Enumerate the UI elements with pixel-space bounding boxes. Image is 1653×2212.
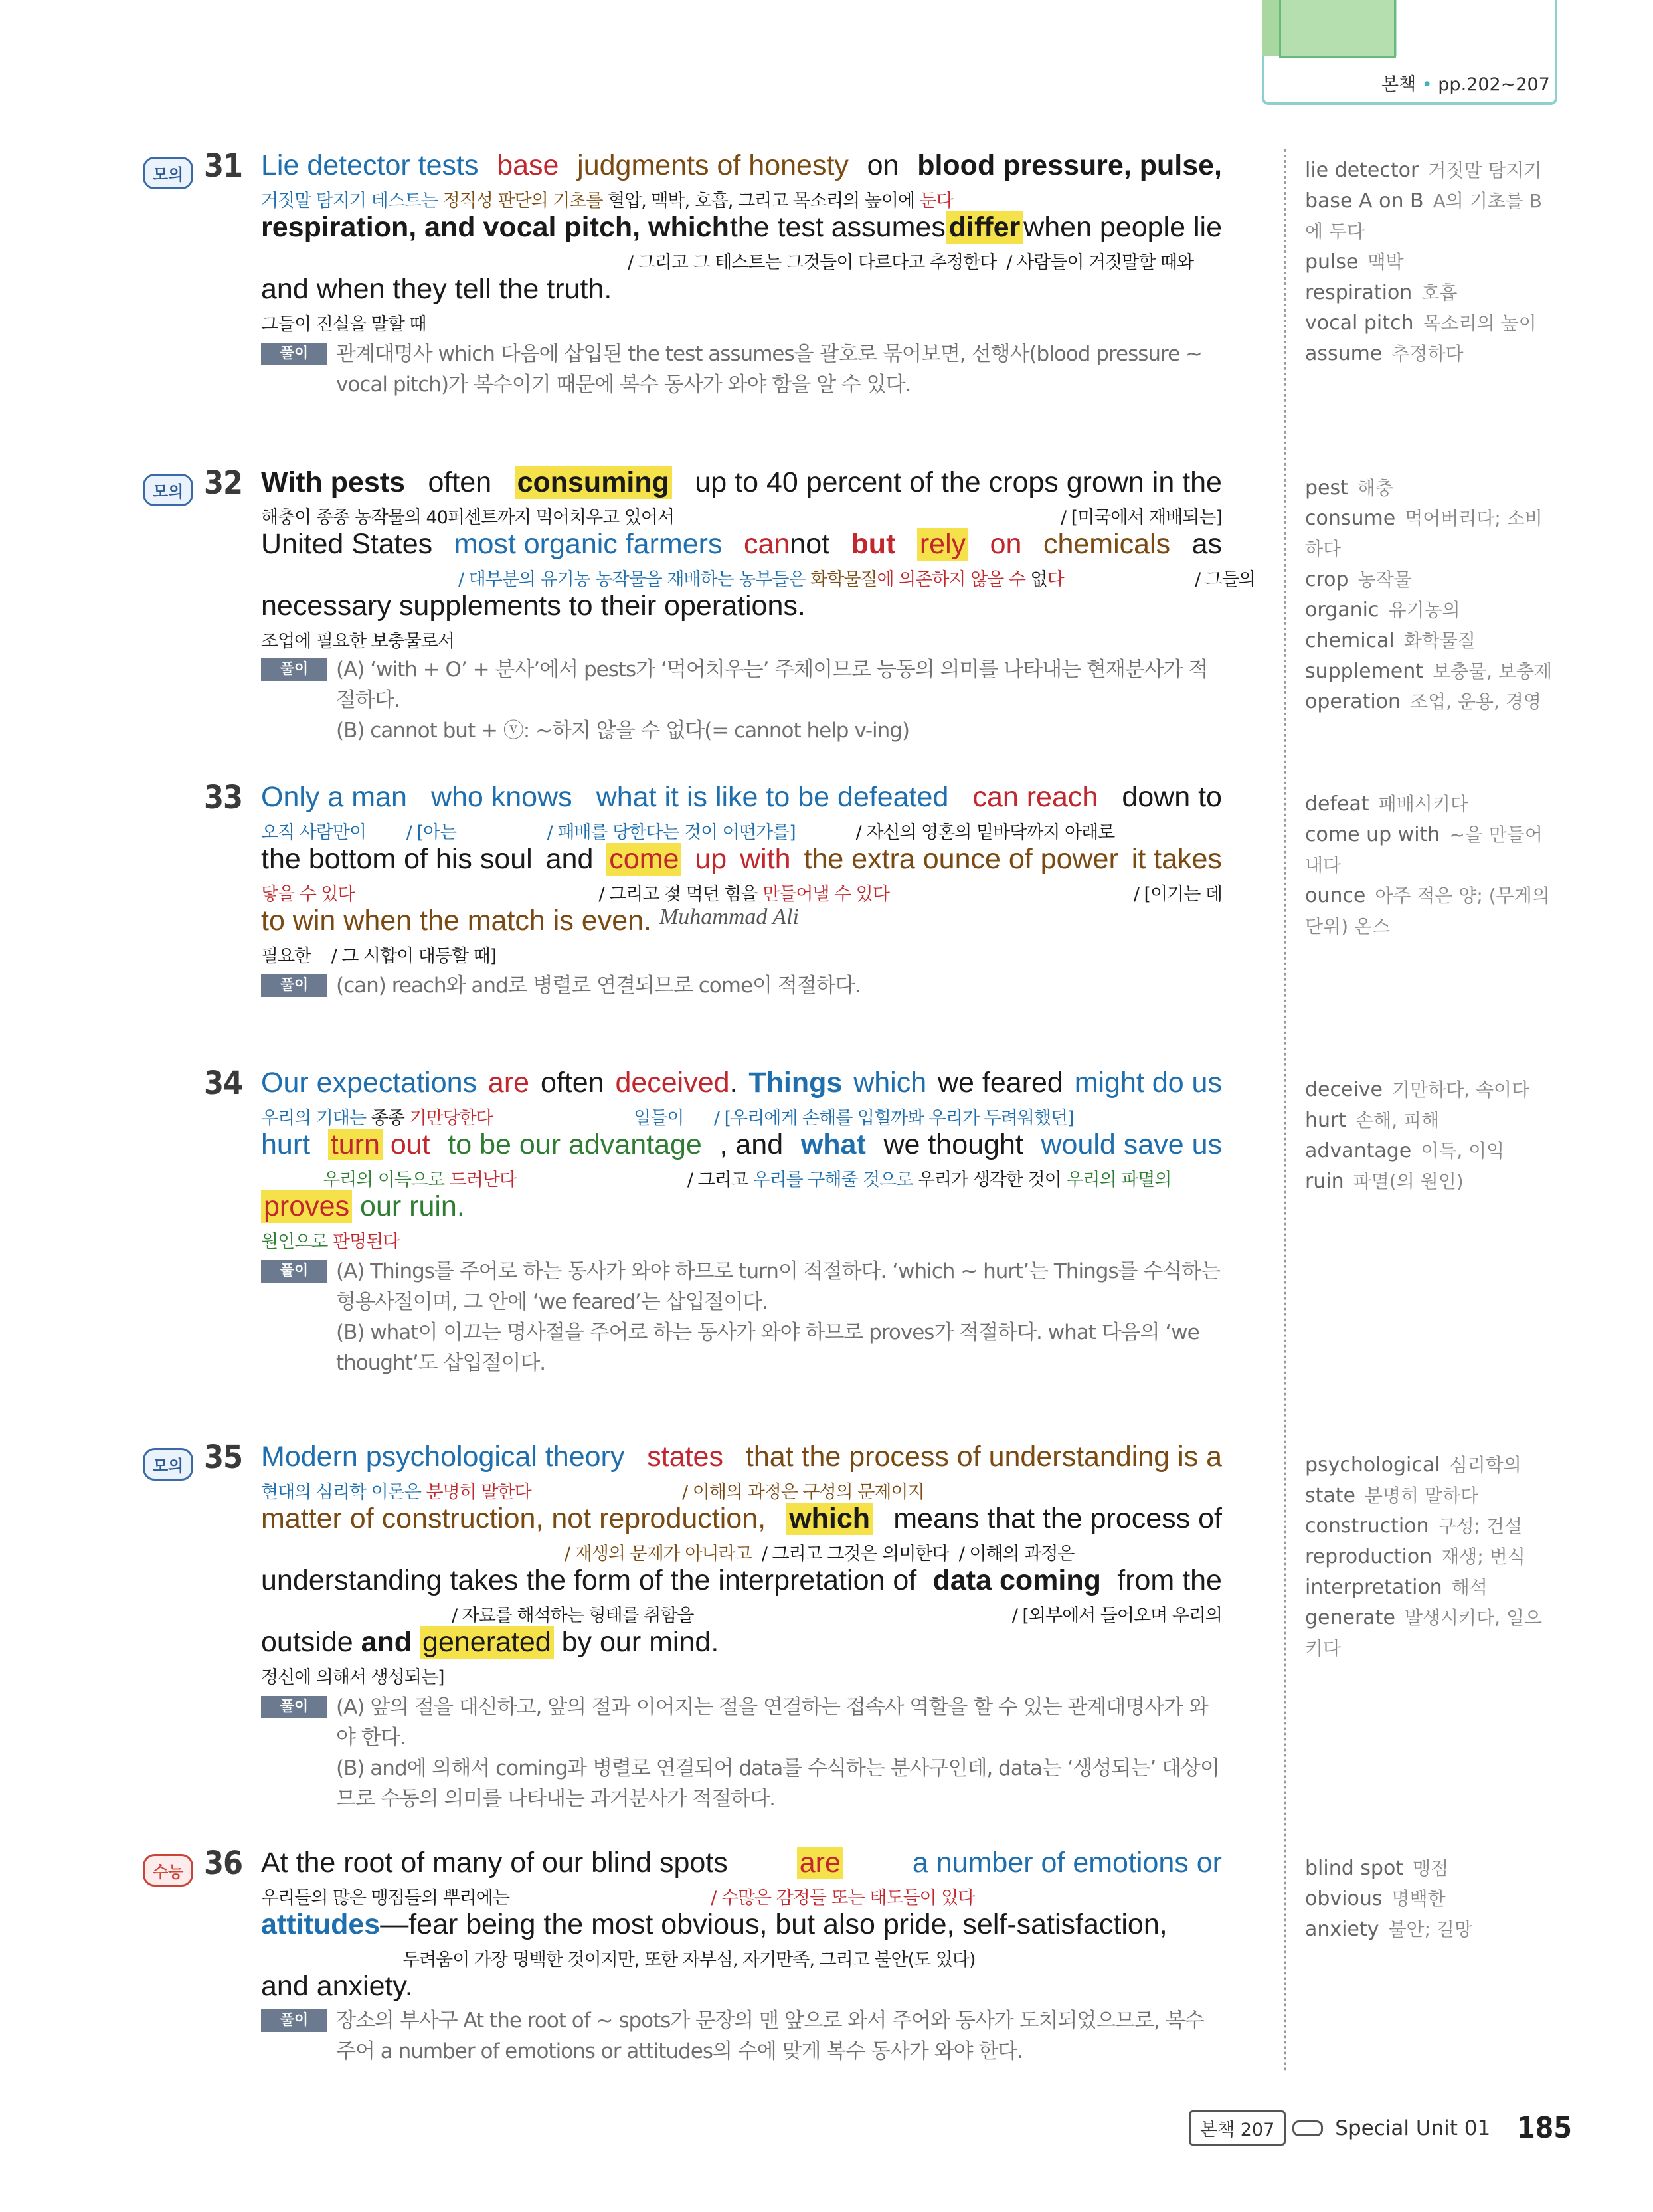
- vocab-item: vocal pitch 목소리의 높이: [1305, 312, 1537, 335]
- explanation-note: (A) Things를 주어로 하는 동사가 와야 하므로 turn이 적절하다. ‘which ~ hurt’는 Things를 수식하는 형용사절이며, 그 안에 ‘we feared’는 삽입절이다. (B) what이 이끄는 명사절을 주어로 하는 동사가 와야 하므로 proves가 적절하다. what 다음의 ‘we thought’도 삽입절이다.: [336, 1259, 1221, 1375]
- vocab-item: pest 해충: [1305, 476, 1394, 500]
- sentence-line: Lie detector tests base judgments of honesty on blood pressure, pulse,: [261, 149, 1222, 181]
- vocab-item: construction 구성; 건설: [1305, 1515, 1523, 1538]
- sentence-line: Modern psychological theory states that the process of understanding is a: [261, 1441, 1222, 1473]
- sentence-line: the bottom of his soul and come up with the extra ounce of power it takes: [261, 843, 1222, 875]
- translation-line: 해충이 종종 농작물의 40퍼센트까지 먹어치우고 있어서 / [미국에서 재배되는]: [261, 507, 1222, 528]
- explanation-note: (A) ‘with + O’ + 분사’에서 pests가 ‘먹어치우는’ 주체이므로 능동의 의미를 나타내는 현재분사가 적절하다. (B) cannot but + ⓥ: ~하지 않을 수 없다(= cannot help v-ing): [336, 658, 1208, 743]
- sentence-line: outside and generated by our mind.: [261, 1626, 719, 1658]
- vocab-item: deceive 기만하다, 속이다: [1305, 1078, 1530, 1101]
- vocab-item: assume 추정하다: [1305, 342, 1464, 365]
- question-number: 33: [204, 779, 243, 816]
- question-number: 31: [204, 147, 243, 185]
- sentence-line: understanding takes the form of the interpretation of data coming from the: [261, 1564, 1222, 1596]
- explanation-note: 장소의 부사구 At the root of ~ spots가 문장의 맨 앞으로 와서 주어와 동사가 도치되었으므로, 복수 주어 a number of emotions or attitudes의 수에 맞게 복수 동사가 와야 한다.: [336, 2009, 1204, 2063]
- vocab-item: lie detector 거짓말 탐지기: [1305, 159, 1542, 182]
- translation-line: / 그리고 그 테스트는 그것들이 다르다고 추정한다 / 사람들이 거짓말할 때와: [628, 252, 1194, 273]
- sentence-line: respiration, and vocal pitch, which the test assumes differ when people lie: [261, 211, 1222, 243]
- vocab-item: hurt 손해, 피해: [1305, 1109, 1440, 1132]
- sentence-line: necessary supplements to their operations.: [261, 590, 806, 622]
- vocab-item: consume 먹어버리다; 소비하다: [1305, 507, 1543, 560]
- translation-line: 우리의 기대는 종종 기만당한다 일들이 / [우리에게 손해를 입힐까봐 우리가 두려워했던]: [261, 1108, 1074, 1129]
- note-label: 풀이: [261, 658, 327, 681]
- translation-line: / 재생의 문제가 아니라고 / 그리고 그것은 의미한다 / 이해의 과정은: [565, 1544, 1075, 1564]
- vocab-item: pulse 맥박: [1305, 250, 1404, 274]
- vocab-item: ounce 아주 적은 양; (무게의 단위) 온스: [1305, 884, 1550, 937]
- vocab-item: organic 유기농의: [1305, 599, 1460, 622]
- explanation-note: (can) reach와 and로 병렬로 연결되므로 come이 적절하다.: [336, 974, 861, 998]
- question-number: 34: [204, 1065, 243, 1102]
- column-divider: [1284, 149, 1286, 2073]
- vocab-item: operation 조업, 운용, 경영: [1305, 690, 1541, 713]
- translation-line: 닿을 수 있다 / 그리고 젖 먹던 힘을 만들어낼 수 있다 / [이기는 데: [261, 884, 1222, 905]
- note-label: 풀이: [261, 343, 327, 365]
- translation-line: 정신에 의해서 생성되는]: [261, 1667, 444, 1688]
- page-reference: 본책 • pp.202~207: [1381, 74, 1550, 95]
- footer: [1189, 2110, 1572, 2146]
- vocab-item: ruin 파멸(의 원인): [1305, 1170, 1464, 1193]
- translation-line: 오직 사람만이 / [아는 / 패배를 당한다는 것이 어떤가를] / 자신의 영혼의 밑바닥까지 아래로: [261, 822, 1115, 843]
- note-label: 풀이: [261, 1260, 327, 1283]
- vocab-item: advantage 이득, 이익: [1305, 1139, 1505, 1162]
- explanation-note: (A) 앞의 절을 대신하고, 앞의 절과 이어지는 절을 연결하는 접속사 역할을 할 수 있는 관계대명사가 와야 한다. (B) and에 의해서 coming과 병렬로 연결되어 data를 수식하는 분사구인데, data는 ‘생성되는’ 대상이므로 수동의 의미를 나타내는 과거분사가 적절하다.: [336, 1695, 1219, 1811]
- sentence-line: and anxiety.: [261, 1970, 413, 2002]
- translation-line: 조업에 필요한 보충물로서: [261, 631, 455, 652]
- badge-suneung: 수능: [143, 1854, 193, 1887]
- translation-line: / 자료를 해석하는 형태를 취함을 / [외부에서 들어오며 우리의: [452, 1606, 1222, 1626]
- vocab-item: respiration 호흡: [1305, 281, 1458, 304]
- sentence-line: At the root of many of our blind spots are a number of emotions or: [261, 1847, 1222, 1879]
- badge-moei: 모의: [143, 157, 193, 189]
- question-number: 35: [204, 1439, 243, 1476]
- translation-line: 우리의 이득으로 드러난다 / 그리고 우리를 구해줄 것으로 우리가 생각한 것이 우리의 파멸의: [323, 1170, 1172, 1190]
- vocab-item: supplement 보충물, 보충제: [1305, 660, 1553, 683]
- translation-line: 원인으로 판명된다: [261, 1232, 400, 1252]
- vocab-item: reproduction 재생; 번식: [1305, 1545, 1525, 1568]
- translation-line: 거짓말 탐지기 테스트는 정직성 판단의 기초를 혈압, 맥박, 호흡, 그리고 목소리의 높이에 둔다: [261, 191, 953, 211]
- page-number: 185: [1517, 2111, 1572, 2145]
- vocab-item: psychological 심리학의: [1305, 1453, 1522, 1477]
- unit-label: Special Unit 01: [1335, 2116, 1491, 2140]
- vocab-item: defeat 패배시키다: [1305, 792, 1468, 816]
- vocab-item: anxiety 불안; 길망: [1305, 1918, 1472, 1941]
- note-label: 풀이: [261, 1696, 327, 1718]
- note-label: 풀이: [261, 974, 327, 997]
- vocab-list: [1305, 155, 1557, 369]
- sentence-line: Only a man who knows what it is like to be defeated can reach down to: [261, 781, 1222, 813]
- translation-line: 두려움이 가장 명백한 것이지만, 또한 자부심, 자기만족, 그리고 불안(도 있다): [402, 1950, 976, 1970]
- translation-line: 그들이 진실을 말할 때: [261, 314, 426, 335]
- question-number: 36: [204, 1845, 243, 1882]
- sentence-line: matter of construction, not reproduction, which means that the process of: [261, 1503, 1222, 1534]
- vocab-list: [1305, 1075, 1557, 1197]
- vocab-item: blind spot 맹점: [1305, 1857, 1449, 1880]
- sentence-line: attitudes —fear being the most obvious, but also pride, self-satisfaction,: [261, 1908, 1168, 1940]
- translation-line: 현대의 심리학 이론은 분명히 말한다 / 이해의 과정은 구성의 문제이지: [261, 1482, 924, 1503]
- vocab-item: chemical 화학물질: [1305, 629, 1476, 652]
- vocab-list: [1305, 473, 1557, 717]
- translation-line: / 대부분의 유기농 농작물을 재배하는 농부들은 화학물질에 의존하지 않을 수 없다 / 그들의: [458, 569, 1255, 590]
- note-label: 풀이: [261, 2009, 327, 2032]
- question-number: 32: [204, 464, 243, 502]
- sentence-line: hurt turn out to be our advantage , and what we thought would save us: [261, 1129, 1222, 1160]
- translation-line: 우리들의 많은 맹점들의 뿌리에는 / 수많은 감정들 또는 태도들이 있다: [261, 1888, 975, 1908]
- link-icon: [1292, 2120, 1323, 2136]
- sentence-line: United States most organic farmers cannot but rely on chemicals as: [261, 528, 1222, 560]
- vocab-list: [1305, 789, 1557, 942]
- book-page-ref: 본책 207: [1189, 2110, 1286, 2146]
- vocab-item: base A on B A의 기초를 B에 두다: [1305, 189, 1542, 242]
- vocab-item: come up with ~을 만들어내다: [1305, 823, 1543, 876]
- badge-moei: 모의: [143, 1448, 193, 1481]
- badge-moei: 모의: [143, 474, 193, 506]
- sentence-line: With pests often consuming up to 40 percent of the crops grown in the: [261, 466, 1222, 498]
- vocab-list: [1305, 1853, 1557, 1945]
- sentence-line: to win when the match is even. Muhammad Ali: [261, 905, 799, 937]
- vocab-item: crop 농작물: [1305, 568, 1412, 591]
- sentence-line: and when they tell the truth.: [261, 273, 612, 305]
- vocab-item: generate 발생시키다, 일으키다: [1305, 1606, 1543, 1659]
- vocab-item: state 분명히 말하다: [1305, 1484, 1479, 1507]
- sentence-line: proves our ruin.: [261, 1190, 1222, 1223]
- translation-line: 필요한 / 그 시합이 대등할 때]: [261, 946, 497, 967]
- explanation-note: 관계대명사 which 다음에 삽입된 the test assumes을 괄호로 묶어보면, 선행사(blood pressure ~ vocal pitch)가 복수이기 때문에 복수 동사가 와야 함을 알 수 있다.: [336, 342, 1203, 397]
- sentence-line: Our expectations are often deceived. Things which we feared might do us: [261, 1067, 1222, 1099]
- vocab-item: interpretation 해석: [1305, 1576, 1488, 1599]
- vocab-list: [1305, 1450, 1557, 1664]
- vocab-item: obvious 명백한: [1305, 1887, 1446, 1910]
